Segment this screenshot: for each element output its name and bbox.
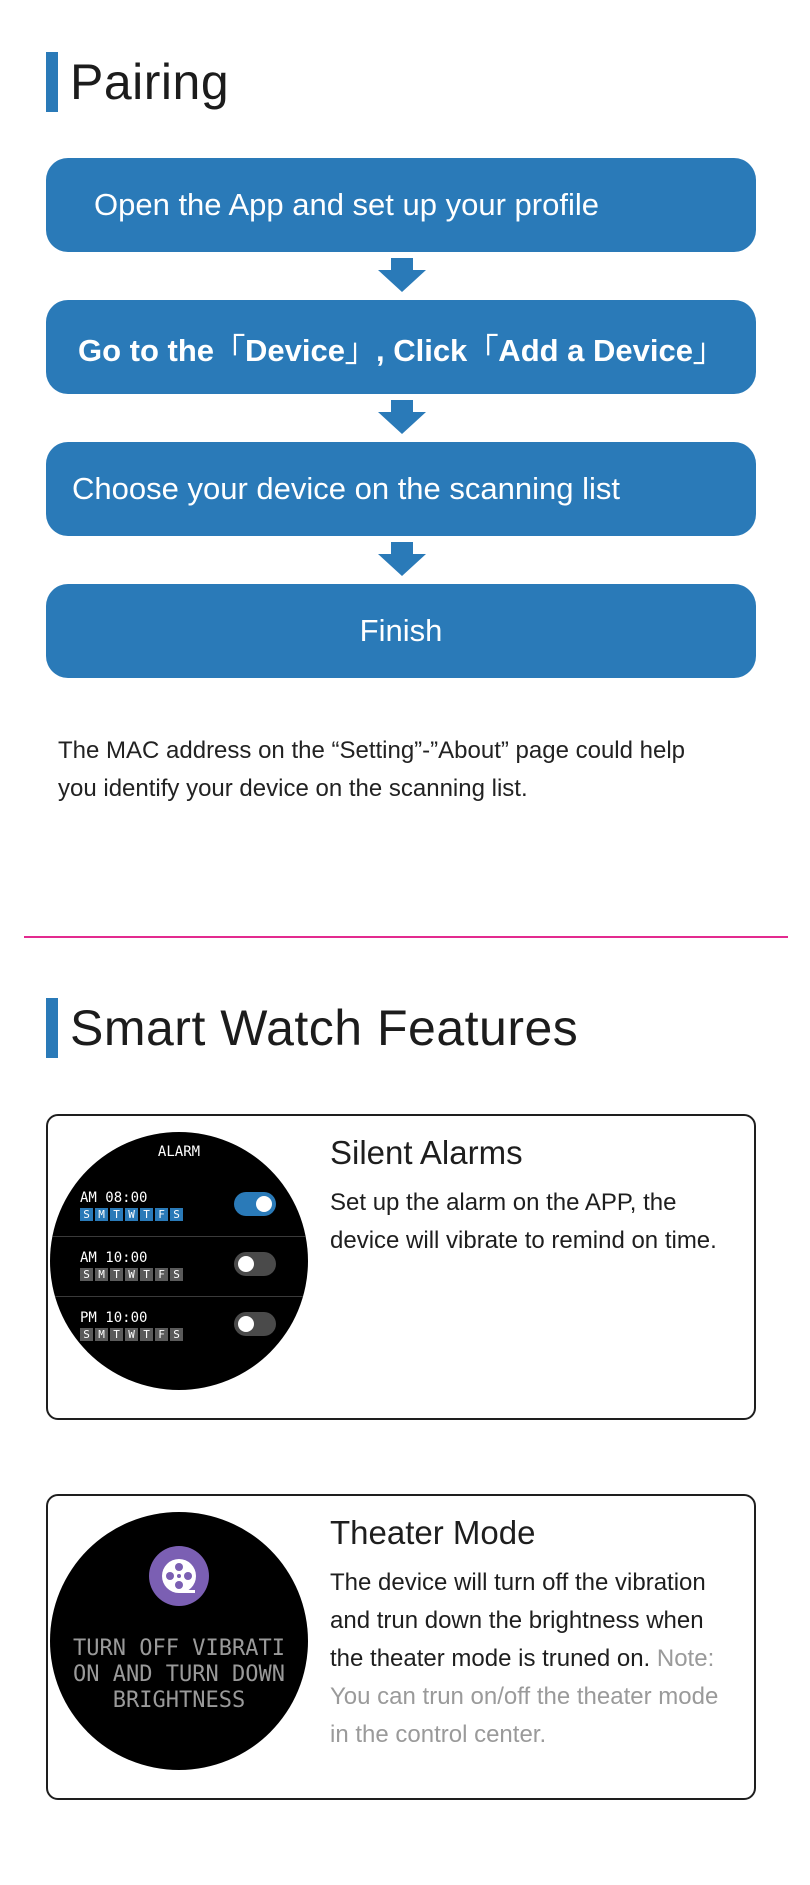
theater-message <box>50 1636 308 1714</box>
card-note: Note: You can trun on/off the theater mode in the control center. <box>330 1645 719 1748</box>
alarm-row <box>50 1250 308 1310</box>
title-accent-bar <box>46 998 58 1058</box>
step-label: Choose your device on the scanning list <box>72 471 620 506</box>
features-header <box>46 998 578 1058</box>
step-label: Go to the「Device」, Click「Add a Device」 <box>77 332 724 368</box>
step-label: Finish <box>359 613 443 648</box>
alarm-days <box>80 1208 183 1221</box>
card-description: Set up the alarm on the APP, the device will vibrate to remind on time. <box>330 1189 717 1254</box>
day-chip: T <box>110 1268 123 1281</box>
day-chip: F <box>155 1208 168 1221</box>
arrow-down-icon <box>378 400 426 434</box>
watch-theater-screen <box>50 1512 308 1770</box>
alarm-row <box>50 1310 308 1370</box>
day-chip: S <box>80 1268 93 1281</box>
alarm-toggle <box>234 1252 276 1276</box>
theater-line: BRIGHTNESS <box>112 1688 246 1713</box>
day-chip: M <box>95 1328 108 1341</box>
title-accent-bar <box>46 52 58 112</box>
section-divider <box>24 936 788 938</box>
note-line: The MAC address on the “Setting”-”About” page could help <box>58 737 686 764</box>
alarm-divider <box>50 1296 308 1297</box>
day-chip: W <box>125 1208 138 1221</box>
day-chip: T <box>110 1328 123 1341</box>
step-finish <box>46 584 756 678</box>
day-chip: T <box>140 1268 153 1281</box>
alarm-toggle <box>234 1312 276 1336</box>
arrow-down-icon <box>378 542 426 576</box>
card-title: Theater Mode <box>330 1514 536 1551</box>
toggle-knob <box>256 1196 272 1212</box>
day-chip: F <box>155 1268 168 1281</box>
feature-card-silent-alarms <box>46 1114 756 1420</box>
day-chip: T <box>140 1208 153 1221</box>
theater-line: ON AND TURN DOWN <box>73 1662 285 1687</box>
alarm-time: AM 10:00 <box>80 1250 148 1266</box>
day-chip: T <box>110 1208 123 1221</box>
alarm-row <box>50 1190 308 1250</box>
day-chip: S <box>170 1328 183 1341</box>
card-description-text: The device will turn off the vibration and trun down the brightness when the theater mode is truned on. <box>330 1569 706 1672</box>
day-chip: S <box>80 1208 93 1221</box>
day-chip: F <box>155 1328 168 1341</box>
feature-card-theater-mode <box>46 1494 756 1800</box>
features-title: Smart Watch Features <box>70 1000 579 1056</box>
day-chip: S <box>170 1268 183 1281</box>
watch-alarm-screen <box>50 1132 308 1390</box>
day-chip: M <box>95 1208 108 1221</box>
alarm-days <box>80 1268 183 1281</box>
alarm-days <box>80 1328 183 1341</box>
card-title: Silent Alarms <box>330 1134 523 1171</box>
pairing-note <box>58 732 718 808</box>
day-chip: S <box>170 1208 183 1221</box>
alarm-time: AM 08:00 <box>80 1190 148 1206</box>
toggle-knob <box>238 1256 254 1272</box>
step-open-app <box>46 158 756 252</box>
step-add-device <box>46 300 756 394</box>
pairing-header <box>46 52 229 112</box>
step-label: Open the App and set up your profile <box>94 187 599 222</box>
alarm-time: PM 10:00 <box>80 1310 148 1326</box>
card-description <box>330 1564 730 1754</box>
alarm-divider <box>50 1236 308 1237</box>
note-line: you identify your device on the scanning list. <box>58 775 528 802</box>
day-chip: W <box>125 1268 138 1281</box>
step-choose-device <box>46 442 756 536</box>
day-chip: W <box>125 1328 138 1341</box>
film-reel-icon <box>149 1546 209 1606</box>
alarm-toggle <box>234 1192 276 1216</box>
arrow-down-icon <box>378 258 426 292</box>
pairing-title: Pairing <box>70 54 230 110</box>
day-chip: S <box>80 1328 93 1341</box>
day-chip: M <box>95 1268 108 1281</box>
alarm-screen-header: ALARM <box>157 1144 201 1160</box>
day-chip: T <box>140 1328 153 1341</box>
toggle-knob <box>238 1316 254 1332</box>
theater-line: TURN OFF VIBRATI <box>73 1636 285 1661</box>
